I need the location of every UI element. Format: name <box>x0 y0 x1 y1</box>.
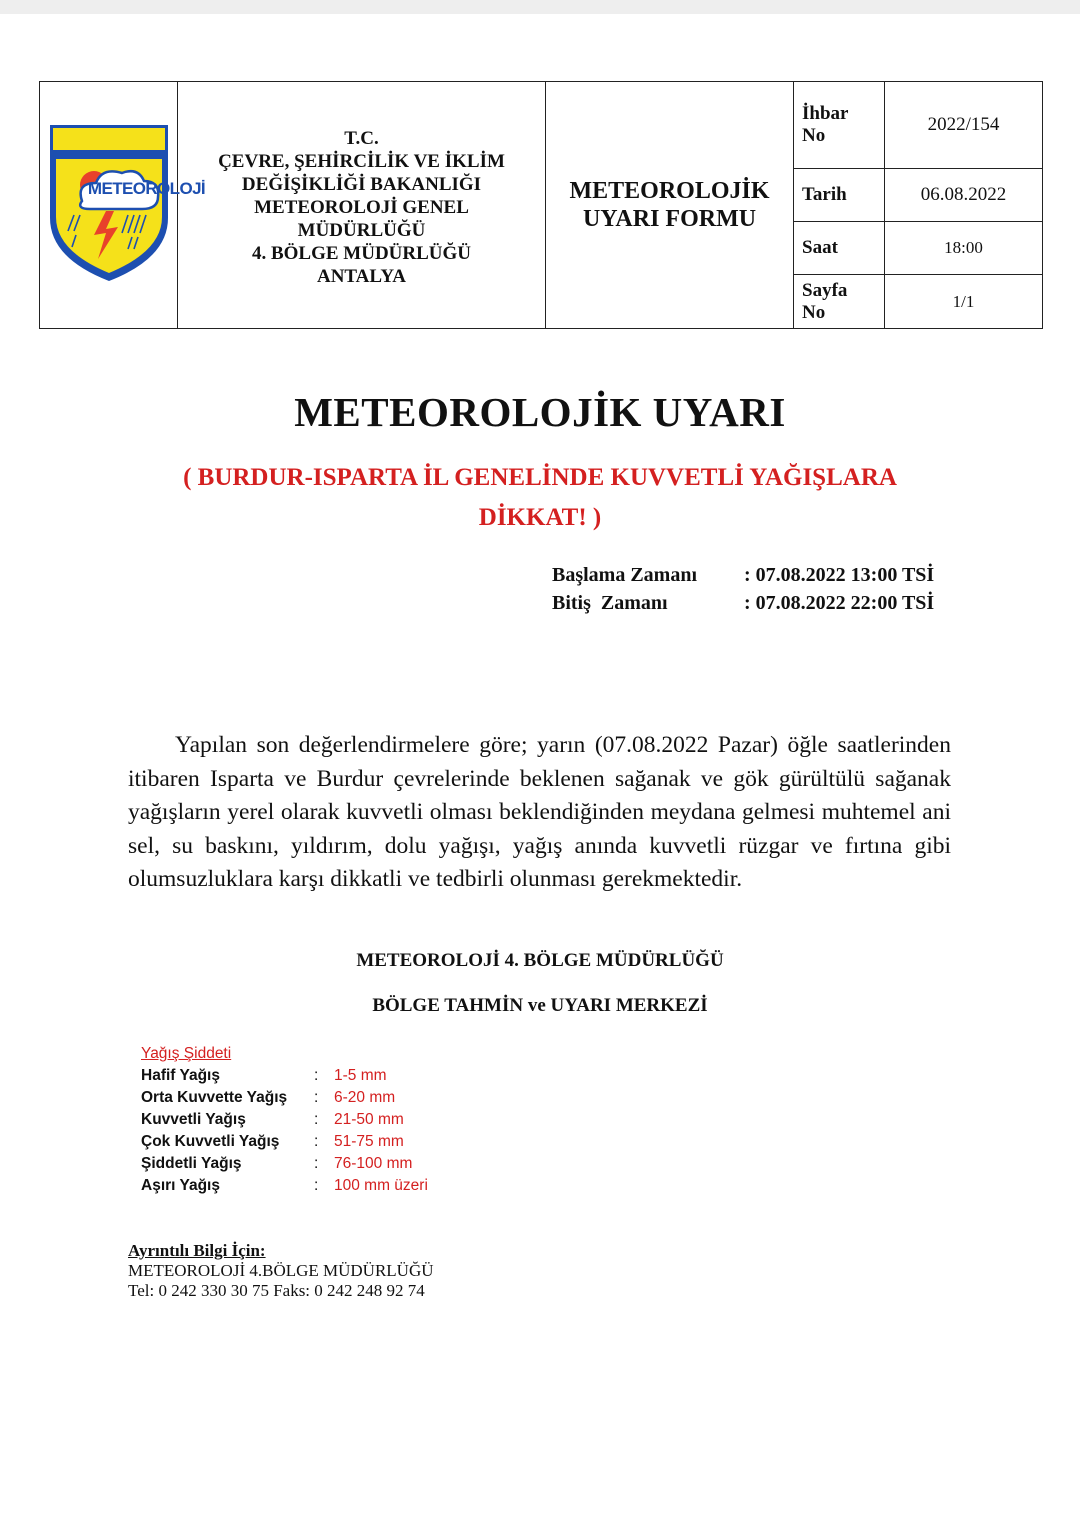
header-table <box>39 81 1043 329</box>
rain-row-value: 21-50 mm <box>334 1111 404 1128</box>
saat-value: 18:00 <box>885 222 1043 275</box>
ministry-line: 4. BÖLGE MÜDÜRLÜĞÜ <box>251 242 472 264</box>
rain-row: Çok Kuvvetli Yağış : 51-75 mm <box>141 1131 428 1153</box>
contact-heading: Ayrıntılı Bilgi İçin: <box>128 1241 266 1260</box>
start-time-row <box>552 561 934 589</box>
sayfa-label-line: No <box>802 301 826 323</box>
ministry-line: T.C. <box>344 127 379 149</box>
contact-org: METEOROLOJİ 4.BÖLGE MÜDÜRLÜĞÜ <box>128 1261 434 1280</box>
ihbar-label-line: İhbar <box>802 103 849 124</box>
rain-row: Şiddetli Yağış : 76-100 mm <box>141 1153 428 1175</box>
rain-row-name: Hafif Yağış <box>141 1067 220 1084</box>
rain-row-value: 51-75 mm <box>334 1133 404 1150</box>
end-time-value: : 07.08.2022 22:00 TSİ <box>744 592 935 614</box>
rain-row: Kuvvetli Yağış : 21-50 mm <box>141 1109 428 1131</box>
subtitle-line: ( BURDUR-ISPARTA İL GENELİNDE KUVVETLİ YAĞIŞLARA <box>183 464 897 491</box>
rain-row-name: Çok Kuvvetli Yağış <box>141 1133 280 1150</box>
rain-row-value: 6-20 mm <box>334 1089 396 1106</box>
tarih-value: 06.08.2022 <box>885 169 1043 222</box>
form-title-cell <box>546 82 794 329</box>
tarih-label: Tarih <box>794 169 885 222</box>
page-title: METEOROLOJİK UYARI <box>294 389 786 435</box>
rain-row-name: Orta Kuvvette Yağış <box>141 1089 288 1106</box>
ministry-line: METEOROLOJİ GENEL <box>254 196 469 218</box>
ihbar-label <box>794 82 885 169</box>
rain-row-value: 1-5 mm <box>334 1067 387 1084</box>
ministry-cell <box>178 82 546 329</box>
contact-info <box>128 1241 434 1301</box>
ministry-line: DEĞİŞİKLİĞİ BAKANLIĞI <box>241 173 482 195</box>
start-time-value: : 07.08.2022 13:00 TSİ <box>744 564 935 586</box>
ihbar-value: 2022/154 <box>885 82 1043 169</box>
start-time-label: Başlama Zamanı <box>552 564 698 586</box>
time-range <box>552 561 934 617</box>
end-time-row <box>552 589 934 617</box>
end-time-label: Bitiş Zamanı <box>552 592 668 614</box>
rain-intensity-heading: Yağış Şiddeti <box>141 1045 232 1062</box>
form-title-line: METEOROLOJİK <box>569 178 770 204</box>
rain-row-value: 100 mm üzeri <box>334 1177 428 1194</box>
contact-phone: Tel: 0 242 330 30 75 Faks: 0 242 248 92 74 <box>128 1281 425 1300</box>
rain-row-name: Kuvvetli Yağış <box>141 1111 246 1128</box>
rain-row-name: Şiddetli Yağış <box>141 1155 242 1172</box>
ihbar-label-line: No <box>802 125 826 146</box>
rain-intensity-legend <box>141 1043 428 1197</box>
rain-row: Aşırı Yağış : 100 mm üzeri <box>141 1175 428 1197</box>
form-title-line: UYARI FORMU <box>582 206 757 232</box>
subtitle-line: DİKKAT! ) <box>478 504 602 531</box>
warning-subtitle <box>150 458 930 538</box>
saat-label: Saat <box>794 222 885 275</box>
sayfa-label-line: Sayfa <box>802 279 848 301</box>
warning-body: Yapılan son değerlendirmelere göre; yarın (07.08.2022 Pazar) öğle saatlerinden itibaren Isparta ve Burdur çevrelerinde beklenen sağanak ve gök gürültülü sağanak yağışların yerel olarak kuvvetli olması beklendiğinden meydana gelmesi muhtemel ani sel, su baskını, yıldırım, dolu yağışı, yağış anında kuvvetli rüzgar ve fırtına gibi olumsuzluklara karşı dikkatli ve tedbirli olunması gerekmektedir. <box>128 732 951 893</box>
logo-text: METEOROLOJİ <box>87 178 206 198</box>
sayfa-value: 1/1 <box>885 275 1043 329</box>
rain-row: Orta Kuvvette Yağış : 6-20 mm <box>141 1087 428 1109</box>
ministry-line: MÜDÜRLÜĞÜ <box>297 219 426 241</box>
rain-row-value: 76-100 mm <box>334 1155 413 1172</box>
org-line-2: BÖLGE TAHMİN ve UYARI MERKEZİ <box>372 995 708 1016</box>
ministry-line: ÇEVRE, ŞEHİRCİLİK VE İKLİM <box>218 150 505 172</box>
logo-cell <box>40 82 206 329</box>
top-bar <box>0 0 1080 14</box>
org-line-1: METEOROLOJİ 4. BÖLGE MÜDÜRLÜĞÜ <box>356 950 724 971</box>
sayfa-label <box>794 275 885 329</box>
meteoroloji-logo <box>46 123 172 283</box>
rain-row: Hafif Yağış : 1-5 mm <box>141 1065 428 1087</box>
rain-row-name: Aşırı Yağış <box>141 1177 220 1194</box>
ministry-line: ANTALYA <box>316 265 407 287</box>
